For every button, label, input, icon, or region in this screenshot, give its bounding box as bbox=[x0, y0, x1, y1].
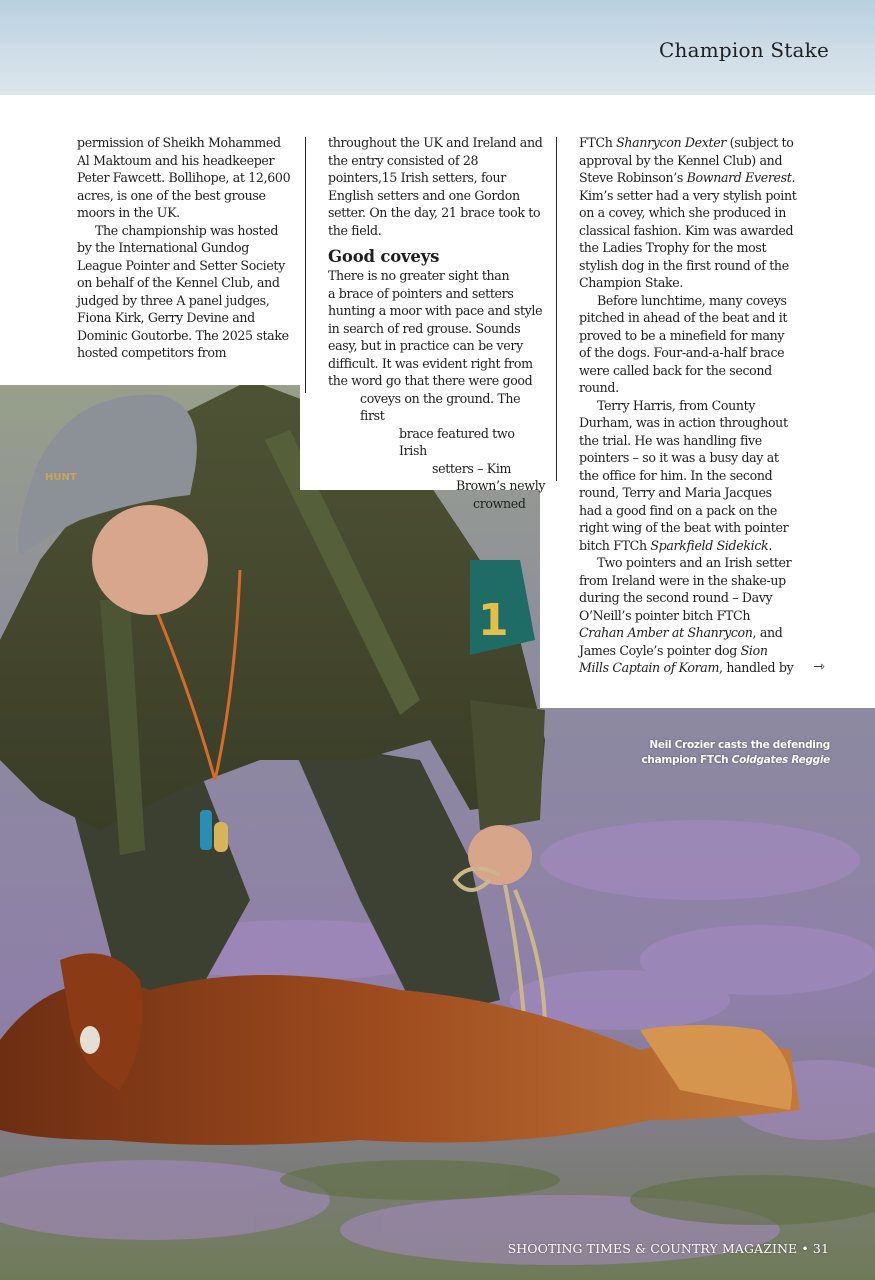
dog-name: Shanrycon Dexter bbox=[616, 135, 726, 150]
cap-logo-text: HUNT bbox=[45, 472, 77, 483]
column2-line: crowned bbox=[473, 495, 526, 511]
caption-line-2 bbox=[570, 753, 830, 768]
column2-paragraph-2 bbox=[328, 267, 546, 512]
dog-name: Crahan Amber at Shanrycon bbox=[579, 625, 753, 640]
dog-name: Coldgates Reggie bbox=[731, 754, 830, 766]
photo-caption bbox=[570, 738, 830, 768]
column3-paragraph-1 bbox=[579, 134, 797, 292]
text-run: (subject to approval by the Kennel Club) and Steve Robinson’s bbox=[579, 135, 794, 185]
text-run: . bbox=[768, 537, 772, 553]
column3-paragraph-2: Before lunchtime, many coveys pitched in ahead of the beat and it proved to be a minefield for many of the dogs. Four-and-a-half brace were called back for the second round. bbox=[579, 292, 788, 395]
column2-line: setters – Kim bbox=[432, 460, 512, 476]
column-1 bbox=[77, 134, 293, 362]
text-run: , and James Coyle’s pointer dog bbox=[579, 625, 783, 658]
dog-name: Bownard Everest. bbox=[686, 170, 796, 185]
text-run: champion FTCh bbox=[641, 754, 732, 766]
column2-line: There is no greater sight than bbox=[328, 268, 510, 283]
subhead-good-coveys: Good coveys bbox=[328, 247, 440, 266]
text-run: , handled by bbox=[719, 660, 794, 675]
column2-line: a brace of pointers and setters bbox=[328, 285, 514, 301]
column2-line: brace featured two Irish bbox=[399, 425, 515, 458]
caption-line-1: Neil Crozier casts the defending bbox=[649, 739, 830, 751]
column2-line: difficult. It was evident right from bbox=[328, 355, 533, 371]
column2-line: easy, but in practice can be very bbox=[328, 338, 523, 353]
text-run: Two pointers and an Irish setter from Ireland were in the shake-up during the second round – Davy O’Neill’s pointer bitch FTCh bbox=[579, 555, 792, 623]
column2-line: the word go that there were good bbox=[328, 373, 533, 388]
column-rule-1 bbox=[305, 137, 306, 393]
column2-line: Brown’s newly bbox=[456, 478, 546, 493]
column1-paragraph-2: The championship was hosted by the International Gundog League Pointer and Setter Society on behalf of the Kennel Club, and judged by three A panel judges, Fiona Kirk, Gerry Devine and Dominic Goutorbe. The 2025 stake hosted competitors from bbox=[77, 222, 289, 360]
text-run: Terry Harris, from County Durham, was in action throughout the trial. He was handling five pointers – so it was a busy day at the office for him. In the second round, Terry and Maria Jacques had a good find on a pack on the right wing of the beat with pointer bitch FTCh bbox=[579, 397, 789, 553]
armband-number: 1 bbox=[478, 595, 509, 646]
column2-line: hunting a moor with pace and style bbox=[328, 303, 543, 318]
column-rule-2 bbox=[556, 137, 557, 481]
column1-paragraph-1: permission of Sheikh Mohammed Al Maktoum and his headkeeper Peter Fawcett. Bollihope, at 12,600 acres, is one of the best grouse moors in the UK. bbox=[77, 135, 291, 220]
column2-paragraph-1: throughout the UK and Ireland and the entry consisted of 28 pointers,15 Irish setters, four English setters and one Gordon setter. On the day, 21 brace took to the field. bbox=[328, 135, 543, 238]
column-3 bbox=[579, 134, 797, 677]
page-footer: SHOOTING TIMES & COUNTRY MAGAZINE • 31 bbox=[507, 1241, 829, 1256]
section-title: Champion Stake bbox=[659, 38, 829, 62]
column2-line: in search of red grouse. Sounds bbox=[328, 320, 521, 336]
text-run: Kim’s setter had a very stylish point on a covey, which she produced in classical fashion. Kim was awarded the Ladies Trophy for the most stylish dog in the first round of the Champion Stake. bbox=[579, 187, 797, 290]
continue-arrow-icon: ⇾ bbox=[813, 659, 825, 675]
column3-paragraph-3 bbox=[579, 397, 797, 555]
column-2 bbox=[328, 134, 546, 512]
dog-name: Sion Mills Captain of Koram bbox=[579, 642, 768, 675]
dog-name: Sparkfield Sidekick bbox=[650, 537, 769, 553]
text-run: FTCh bbox=[579, 135, 617, 150]
column2-line: coveys on the ground. The first bbox=[360, 390, 521, 423]
column3-paragraph-4 bbox=[579, 554, 797, 677]
